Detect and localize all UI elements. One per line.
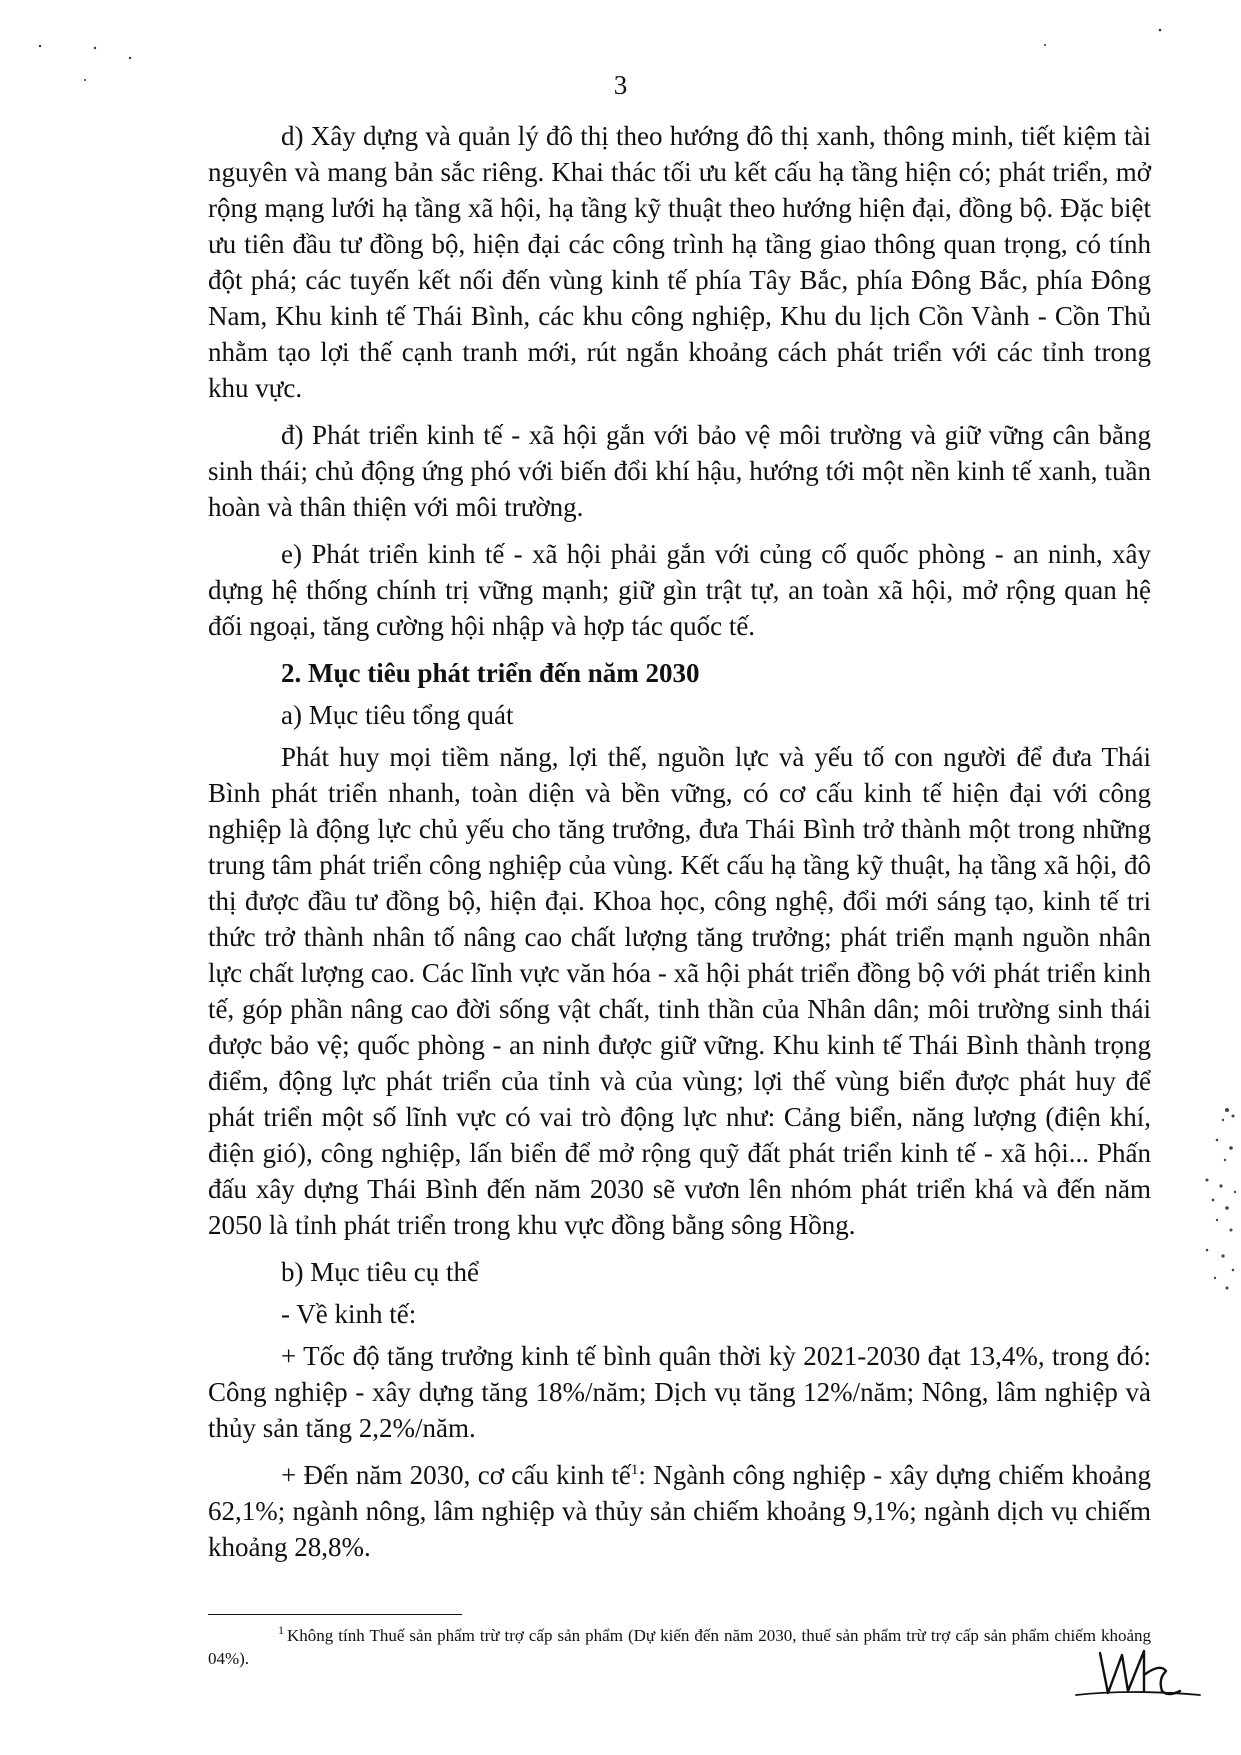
paragraph-d: d) Xây dựng và quản lý đô thị theo hướng đô thị xanh, thông minh, tiết kiệm tài nguyên và mang bản sắc riêng. Khai thác tối ưu kết cấu hạ tầng hiện có; phát triển, mở rộng mạng lưới hạ tầng xã hội, hạ tầng kỹ thuật theo hướng hiện đại, đồng bộ. Đặc biệt ưu tiên đầu tư đồng bộ, hiện đại các công trình hạ tầng giao thông quan trọng, có tính đột phá; các tuyến kết nối đến vùng kinh tế phía Tây Bắc, phía Đông Bắc, phía Đông Nam, Khu kinh tế Thái Bình, các khu công nghiệp, Khu du lịch Cồn Vành - Cồn Thủ nhằm tạo lợi thế cạnh tranh mới, rút ngắn khoảng cách phát triển với các tỉnh trong khu vực. [208, 121, 1151, 403]
footnote-ref: 1 [630, 1462, 639, 1478]
page-number: 3 [613, 70, 628, 100]
economy-label: - Về kinh tế: [281, 1299, 417, 1329]
paragraph-e: e) Phát triển kinh tế - xã hội phải gắn với củng cố quốc phòng - an ninh, xây dựng hệ thống chính trị vững mạnh; giữ gìn trật tự, an toàn xã hội, mở rộng quan hệ đối ngoại, tăng cường hội nhập và hợp tác quốc tế. [208, 539, 1151, 641]
specific-goal-label: b) Mục tiêu cụ thể [281, 1257, 479, 1287]
footnote-text: Không tính Thuế sản phẩm trừ trợ cấp sản phẩm (Dự kiến đến năm 2030, thuế sản phẩm trừ trợ cấp sản phẩm chiếm khoảng 04%). [208, 1626, 1151, 1668]
paragraph-dd: đ) Phát triển kinh tế - xã hội gắn với bảo vệ môi trường và giữ vững cân bằng sinh thái; chủ động ứng phó với biến đổi khí hậu, hướng tới một nền kinh tế xanh, tuần hoàn và thân thiện với môi trường. [208, 420, 1151, 522]
growth-target: + Tốc độ tăng trưởng kinh tế bình quân thời kỳ 2021-2030 đạt 13,4%, trong đó: Công nghiệp - xây dựng tăng 18%/năm; Dịch vụ tăng 12%/năm; Nông, lâm nghiệp và thủy sản tăng 2,2%/năm. [208, 1341, 1151, 1443]
structure-suffix: : Ngành công nghiệp - xây dựng chiếm khoảng 62,1%; ngành nông, lâm nghiệp và thủy sản chiếm khoảng 9,1%; ngành dịch vụ chiếm khoảng 28,8%. [208, 1460, 1151, 1562]
structure-prefix: + Đến năm 2030, cơ cấu kinh tế [281, 1460, 631, 1490]
footnote [208, 1624, 1151, 1670]
footnote-divider [208, 1614, 462, 1615]
stamp-edge [1187, 1100, 1241, 1300]
initials-signature [1070, 1645, 1210, 1703]
document-body [208, 118, 1151, 1576]
general-goal-text: Phát huy mọi tiềm năng, lợi thế, nguồn lực và yếu tố con người để đưa Thái Bình phát triển nhanh, toàn diện và bền vững, có cơ cấu kinh tế hiện đại với công nghiệp là động lực chủ yếu cho tăng trưởng, đưa Thái Bình trở thành một trong những trung tâm phát triển công nghiệp của vùng. Kết cấu hạ tầng kỹ thuật, hạ tầng xã hội, đô thị được đầu tư đồng bộ, hiện đại. Khoa học, công nghệ, đổi mới sáng tạo, kinh tế tri thức trở thành nhân tố nâng cao chất lượng tăng trưởng; phát triển mạnh nguồn nhân lực chất lượng cao. Các lĩnh vực văn hóa - xã hội phát triển đồng bộ với phát triển kinh tế, góp phần nâng cao đời sống vật chất, tinh thần của Nhân dân; môi trường sinh thái được bảo vệ; quốc phòng - an ninh được giữ vững. Khu kinh tế Thái Bình thành trọng điểm, động lực phát triển của tỉnh và của vùng; lợi thế vùng biển được phát huy để phát triển một số lĩnh vực có vai trò động lực như: Cảng biển, năng lượng (điện khí, điện gió), công nghiệp, lấn biển để mở rộng quỹ đất phát triển kinh tế - xã hội... Phấn đấu xây dựng Thái Bình đến năm 2030 sẽ vươn lên nhóm phát triển khá và đến năm 2050 là tỉnh phát triển trong khu vực đồng bằng sông Hồng. [208, 742, 1151, 1240]
footnote-marker: 1 [278, 1623, 284, 1638]
economic-structure [208, 1457, 1151, 1565]
section-heading: 2. Mục tiêu phát triển đến năm 2030 [281, 658, 700, 688]
general-goal-label: a) Mục tiêu tổng quát [281, 700, 514, 730]
